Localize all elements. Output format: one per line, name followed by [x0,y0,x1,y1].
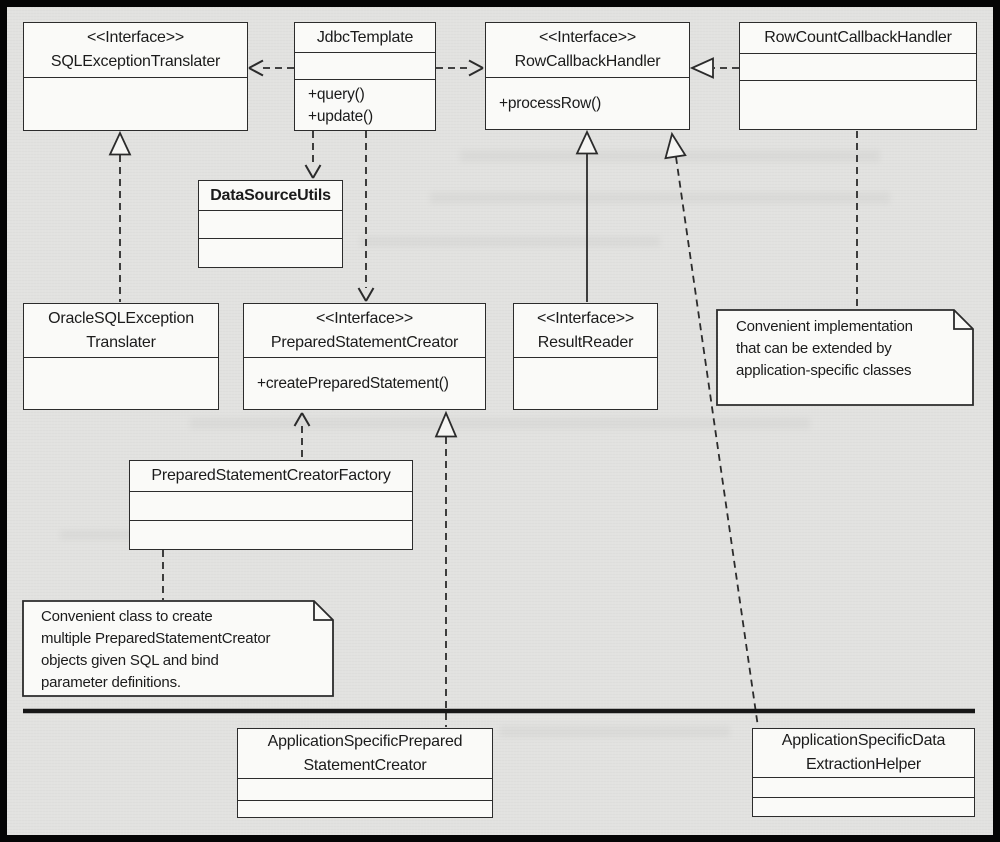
dependency-preparedstatementcreatorfactory-preparedstatementcreator [295,413,310,460]
note-line: that can be extended by [736,340,892,357]
stereotype-label: <<Interface>> [538,29,637,46]
class-rowcallbackhandler [485,22,690,130]
class-title [740,23,976,53]
empty-compartment [514,357,657,409]
class-title [244,304,485,357]
class-name: SQLExceptionTranslater [50,53,221,70]
generalization-resultreader-rowcallbackhandler [577,132,597,302]
class-sqlexceptiontranslater [23,22,248,131]
method-label: +update() [308,108,373,125]
empty-compartment [199,210,342,238]
empty-compartment [753,777,974,797]
empty-compartment [238,778,492,800]
operations-compartment [244,357,485,409]
class-name: PreparedStatementCreator [270,333,459,351]
class-name-line1: OracleSQLException [48,309,194,327]
note-line: parameter definitions. [41,674,181,691]
class-preparedstatementcreatorfactory [129,460,413,550]
class-title [199,181,342,210]
class-preparedstatementcreator [243,303,486,410]
realization-oraclesqlexceptiontranslater-sqlexceptiontranslater [110,133,130,302]
class-name-line1: ApplicationSpecificPrepared [267,732,463,750]
realization-rowcountcallbackhandler-rowcallbackhandler [692,59,739,78]
empty-compartment [740,53,976,80]
note-line: multiple PreparedStatementCreator [41,630,271,647]
realization-applicationspecificpreparedstatementcreator-preparedstatementcreator [436,413,456,727]
dependency-jdbctemplate-sqlexceptiontranslater [249,61,294,76]
dependency-jdbctemplate-datasourceutils [306,131,321,178]
stereotype-label: <<Interface>> [315,309,414,327]
class-title [514,304,657,357]
class-name-line2: ExtractionHelper [805,756,922,773]
note-line: Convenient class to create [41,608,213,625]
class-title [753,729,974,777]
empty-compartment [740,80,976,129]
class-title [130,461,412,491]
class-name: ResultReader [537,333,634,351]
empty-compartment [24,77,247,130]
empty-compartment [24,357,218,409]
empty-compartment [130,491,412,520]
class-applicationspecificpreparedstatementcreator [237,728,493,818]
class-rowcountcallbackhandler [739,22,977,130]
note-rowcount-text [736,316,966,382]
empty-compartment [753,797,974,816]
class-title [238,729,492,778]
dependency-jdbctemplate-rowcallbackhandler [436,61,483,76]
operations-compartment [295,79,435,130]
operations-compartment [486,77,689,129]
empty-compartment [199,238,342,267]
class-title [486,23,689,77]
empty-compartment [295,52,435,79]
empty-compartment [130,520,412,549]
note-line: application-specific classes [736,362,912,379]
class-oraclesqlexceptiontranslater [23,303,219,410]
method-label: +processRow() [499,94,602,112]
note-factory-text [41,606,331,694]
stereotype-label: <<Interface>> [536,309,635,327]
dependency-jdbctemplate-preparedstatementcreator [359,131,374,301]
class-name: DataSourceUtils [210,186,331,204]
note-line: objects given SQL and bind [41,652,219,669]
class-name-line1: ApplicationSpecificData [781,732,946,749]
class-name: RowCountCallbackHandler [764,29,952,46]
stereotype-label: <<Interface>> [86,29,185,46]
class-name: RowCallbackHandler [514,53,661,70]
class-title [295,23,435,52]
method-label: +query() [308,86,365,103]
class-applicationspecificdataextractionhelper [752,728,975,817]
class-jdbctemplate [294,22,436,131]
class-name: JdbcTemplate [316,28,414,46]
class-resultreader [513,303,658,410]
class-name-line2: Translater [86,333,156,351]
empty-compartment [238,800,492,817]
note-line: Convenient implementation [736,318,913,335]
realization-applicationspecificdataextractionhelper-rowcallbackhandler [666,134,759,727]
class-datasourceutils [198,180,343,268]
method-label: +createPreparedStatement() [257,374,449,392]
class-title [24,304,218,357]
class-title [24,23,247,77]
class-name: PreparedStatementCreatorFactory [151,467,391,484]
class-name-line2: StatementCreator [303,756,427,774]
